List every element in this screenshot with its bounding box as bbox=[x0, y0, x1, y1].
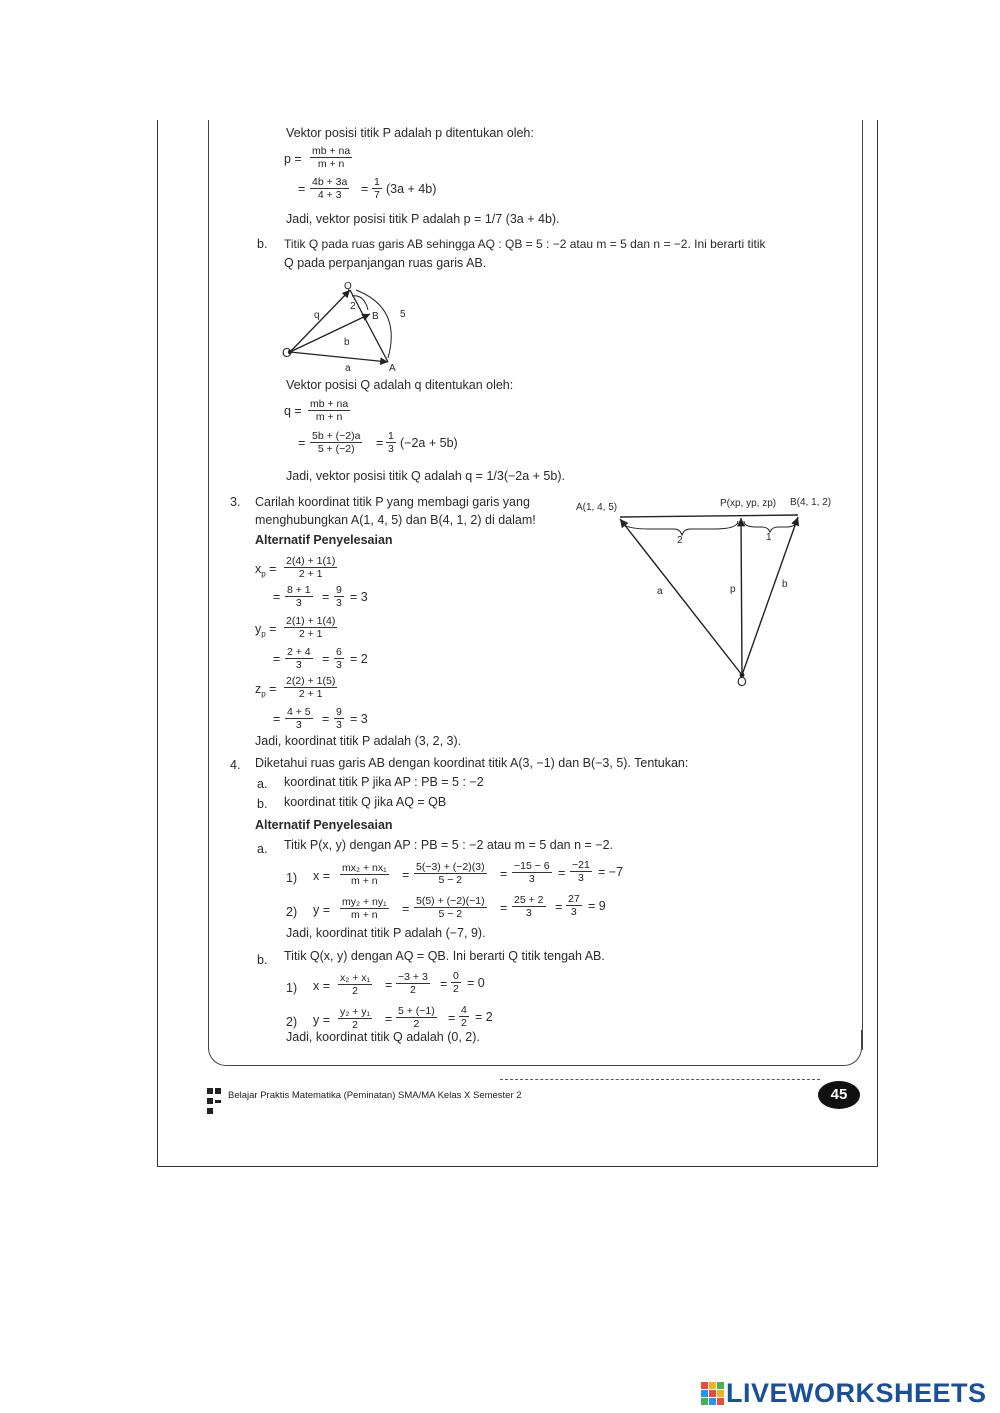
problem3-conclusion: Jadi, koordinat titik P adalah (3, 2, 3). bbox=[255, 734, 462, 748]
diagram-label-p: P(xp, yp, zp) bbox=[720, 498, 777, 509]
diagram-label-o: O bbox=[282, 346, 292, 360]
sa1-eq2: = bbox=[500, 867, 508, 881]
part-a-eq3: = bbox=[361, 182, 369, 196]
problem3-heading: Alternatif Penyelesaian bbox=[255, 533, 393, 547]
zp-label: $z_p$ = bbox=[255, 682, 277, 699]
solution-b-label: b. bbox=[257, 953, 268, 967]
diagram-vec-p: p bbox=[730, 584, 736, 595]
solution-a-conclusion: Jadi, koordinat titik P adalah (−7, 9). bbox=[286, 926, 486, 940]
sb2-label: 2) bbox=[286, 1015, 298, 1029]
sa1-result: = −7 bbox=[598, 865, 624, 879]
liveworksheets-grid-icon bbox=[700, 1381, 726, 1407]
xp-label: $x_p$ = bbox=[255, 562, 277, 579]
sa2-y: y = bbox=[313, 903, 331, 917]
sa1-frac2: $\frac{5(-3) + (-2)(3)}{5 - 2}$ bbox=[416, 861, 485, 886]
sb2-result: = 2 bbox=[475, 1010, 493, 1024]
zp-frac2: $\frac{4 + 5}{3}$ bbox=[287, 706, 311, 731]
sa1-frac4: $\frac{-21}{3}$ bbox=[572, 859, 590, 884]
part-b-eq3: = bbox=[376, 436, 384, 450]
diagram-ratio-left: 2 bbox=[677, 535, 683, 546]
book-logo-icon bbox=[205, 1086, 225, 1118]
sb1-frac1: $\frac{\text{x₂ + x₁}}{2}$ bbox=[340, 972, 371, 997]
vector-a-line bbox=[290, 352, 388, 362]
sb2-frac3: $\frac{4}{2}$ bbox=[461, 1004, 467, 1029]
sa2-label: 2) bbox=[286, 905, 298, 919]
diagram-label-a-vec: a bbox=[345, 363, 351, 374]
diagram-label-b: B(4, 1, 2) bbox=[790, 497, 832, 508]
diagram-vec-b: b bbox=[782, 579, 788, 590]
problem4-a-text: koordinat titik P jika AP : PB = 5 : −2 bbox=[284, 775, 484, 789]
sa2-frac3: $\frac{25 + 2}{3}$ bbox=[514, 894, 544, 919]
part-a-intro: Vektor posisi titik P adalah p ditentukan oleh: bbox=[286, 126, 534, 140]
diagram-label-a: A(1, 4, 5) bbox=[576, 502, 618, 513]
liveworksheets-logo bbox=[700, 1378, 987, 1409]
problem3-line2: menghubungkan A(1, 4, 5) dan B(4, 1, 2) di dalam! bbox=[255, 513, 536, 527]
yp-eq-sign-2: = bbox=[322, 652, 330, 666]
diagram-label-q-point: Q bbox=[344, 281, 352, 292]
arc-five bbox=[356, 290, 391, 358]
zp-frac1: $\frac{2(2) + 1(5)}{2 + 1}$ bbox=[286, 675, 336, 700]
problem4-heading: Alternatif Penyelesaian bbox=[255, 818, 393, 832]
sb2-eq1: = bbox=[385, 1012, 393, 1026]
liveworksheets-text: LIVEWORKSHEETS bbox=[726, 1378, 987, 1408]
solution-b-text: Titik Q(x, y) dengan AQ = QB. Ini berarti Q titik tengah AB. bbox=[284, 949, 605, 963]
problem3-number: 3. bbox=[230, 495, 241, 509]
diagram-label-o: O bbox=[737, 675, 747, 689]
sb2-y: y = bbox=[313, 1013, 331, 1027]
sa1-x: x = bbox=[313, 869, 331, 883]
sa1-label: 1) bbox=[286, 871, 298, 885]
problem4-line1: Diketahui ruas garis AB dengan koordinat titik A(3, −1) dan B(−3, 5). Tentukan: bbox=[255, 756, 689, 770]
part-b-eq2: = bbox=[298, 436, 306, 450]
solution-b-conclusion: Jadi, koordinat titik Q adalah (0, 2). bbox=[286, 1030, 480, 1044]
part-a-frac3: $\frac{1}{7}$ bbox=[374, 176, 380, 201]
zp-result: = 3 bbox=[350, 712, 368, 726]
sa1-frac3: $\frac{-15 - 6}{3}$ bbox=[514, 860, 550, 885]
vector-b-line bbox=[290, 314, 370, 352]
diagram-label-b-vec: b bbox=[344, 337, 350, 348]
problem4-a-label: a. bbox=[257, 777, 268, 791]
sb1-x: x = bbox=[313, 979, 331, 993]
footer-rule bbox=[500, 1079, 820, 1080]
part-b-frac2: $\frac{5b + (-2)a}{5 + (-2)}$ bbox=[312, 430, 361, 455]
part-b-line3: Vektor posisi Q adalah q ditentukan oleh: bbox=[286, 378, 514, 392]
sa2-eq3: = bbox=[555, 900, 563, 914]
sb1-label: 1) bbox=[286, 981, 298, 995]
diagram-label-two: 2 bbox=[350, 301, 356, 312]
part-a-eq2: = bbox=[298, 182, 306, 196]
sa1-frac1: $\frac{\text{mx₂ + nx₁}}{m + n}$ bbox=[342, 862, 387, 887]
sa2-frac2: $\frac{5(5) + (-2)(-1)}{5 - 2}$ bbox=[416, 895, 485, 920]
part-b-frac1: $\frac{mb + na}{m + n}$ bbox=[310, 398, 349, 423]
problem4-number: 4. bbox=[230, 758, 241, 772]
zp-eq-sign-2: = bbox=[322, 712, 330, 726]
problem4-b-text: koordinat titik Q jika AQ = QB bbox=[284, 795, 447, 809]
problem4-b-label: b. bbox=[257, 797, 268, 811]
xp-eq-sign: = bbox=[273, 590, 281, 604]
part-a-frac2: $\frac{4b + 3a}{4 + 3}$ bbox=[312, 176, 348, 201]
diagram-apb bbox=[610, 505, 810, 685]
part-a-expr3: (3a + 4b) bbox=[386, 182, 437, 196]
xp-frac1: $\frac{2(4) + 1(1)}{2 + 1}$ bbox=[286, 555, 336, 580]
sb2-frac2: $\frac{5 + (-1)}{2}$ bbox=[398, 1005, 435, 1030]
part-b-frac3: $\frac{1}{3}$ bbox=[388, 430, 394, 455]
sa2-eq1: = bbox=[402, 902, 410, 916]
yp-eq-sign: = bbox=[273, 652, 281, 666]
problem3-line1: Carilah koordinat titik P yang membagi garis yang bbox=[255, 495, 530, 509]
solution-a-text: Titik P(x, y) dengan AP : PB = 5 : −2 atau m = 5 dan n = −2. bbox=[284, 838, 614, 852]
sa2-frac4: $\frac{27}{3}$ bbox=[568, 893, 580, 918]
segment-ab bbox=[620, 515, 798, 517]
part-b-label: b. bbox=[257, 237, 268, 251]
xp-eq-sign-2: = bbox=[322, 590, 330, 604]
yp-label: $y_p$ = bbox=[255, 622, 277, 639]
part-b-expr3: (−2a + 5b) bbox=[400, 436, 458, 450]
yp-frac3: $\frac{6}{3}$ bbox=[336, 646, 342, 671]
xp-frac2: $\frac{8 + 1}{3}$ bbox=[287, 584, 311, 609]
sb1-frac3: $\frac{0}{2}$ bbox=[453, 970, 459, 995]
part-a-conclusion: Jadi, vektor posisi titik P adalah p = 1/7 (3a + 4b). bbox=[286, 212, 560, 226]
sa2-result: = 9 bbox=[588, 899, 606, 913]
sb1-eq1: = bbox=[385, 978, 393, 992]
diagram-ratio-right: 1 bbox=[766, 532, 772, 543]
part-a-frac1: $\frac{mb + na}{m + n}$ bbox=[312, 145, 351, 170]
content-frame-right bbox=[862, 120, 863, 1050]
sa1-eq1: = bbox=[402, 868, 410, 882]
yp-frac1: $\frac{2(1) + 1(4)}{2 + 1}$ bbox=[286, 615, 336, 640]
xp-frac3: $\frac{9}{3}$ bbox=[336, 584, 342, 609]
xp-result: = 3 bbox=[350, 590, 368, 604]
part-b-line2: Q pada perpanjangan ruas garis AB. bbox=[284, 256, 487, 270]
vector-q-line bbox=[290, 290, 350, 352]
sb1-result: = 0 bbox=[467, 976, 485, 990]
content-frame-left bbox=[208, 120, 209, 1050]
yp-result: = 2 bbox=[350, 652, 368, 666]
diagram-vec-a: a bbox=[657, 586, 663, 597]
zp-eq-sign: = bbox=[273, 712, 281, 726]
diagram-label-a-point: A bbox=[389, 363, 396, 374]
part-b-q-eq: q = bbox=[284, 404, 302, 418]
sb2-eq2: = bbox=[448, 1011, 456, 1025]
part-b-conclusion: Jadi, vektor posisi titik Q adalah q = 1/3(−2a + 5b). bbox=[286, 469, 565, 483]
vector-p-line bbox=[741, 518, 742, 675]
sa1-eq3: = bbox=[558, 866, 566, 880]
footer-book-title: Belajar Praktis Matematika (Peminatan) SMA/MA Kelas X Semester 2 bbox=[228, 1090, 522, 1101]
part-a-p-eq: p = bbox=[284, 152, 302, 166]
yp-frac2: $\frac{2 + 4}{3}$ bbox=[287, 646, 311, 671]
zp-frac3: $\frac{9}{3}$ bbox=[336, 706, 342, 731]
sb1-frac2: $\frac{-3 + 3}{2}$ bbox=[398, 971, 428, 996]
diagram-label-five: 5 bbox=[400, 309, 406, 320]
solution-a-label: a. bbox=[257, 842, 268, 856]
page-number: 45 bbox=[818, 1081, 860, 1109]
diagram-label-b-point: B bbox=[372, 311, 379, 322]
diagram-label-q-vec: q bbox=[314, 310, 320, 321]
sa2-frac1: $\frac{\text{my₂ + ny₁}}{m + n}$ bbox=[342, 896, 387, 921]
part-b-line1: Titik Q pada ruas garis AB sehingga AQ : QB = 5 : −2 atau m = 5 dan n = −2. Ini berarti titik bbox=[284, 237, 766, 251]
sb2-frac1: $\frac{\text{y₂ + y₁}}{2}$ bbox=[340, 1006, 371, 1031]
sb1-eq2: = bbox=[440, 977, 448, 991]
sa2-eq2: = bbox=[500, 901, 508, 915]
